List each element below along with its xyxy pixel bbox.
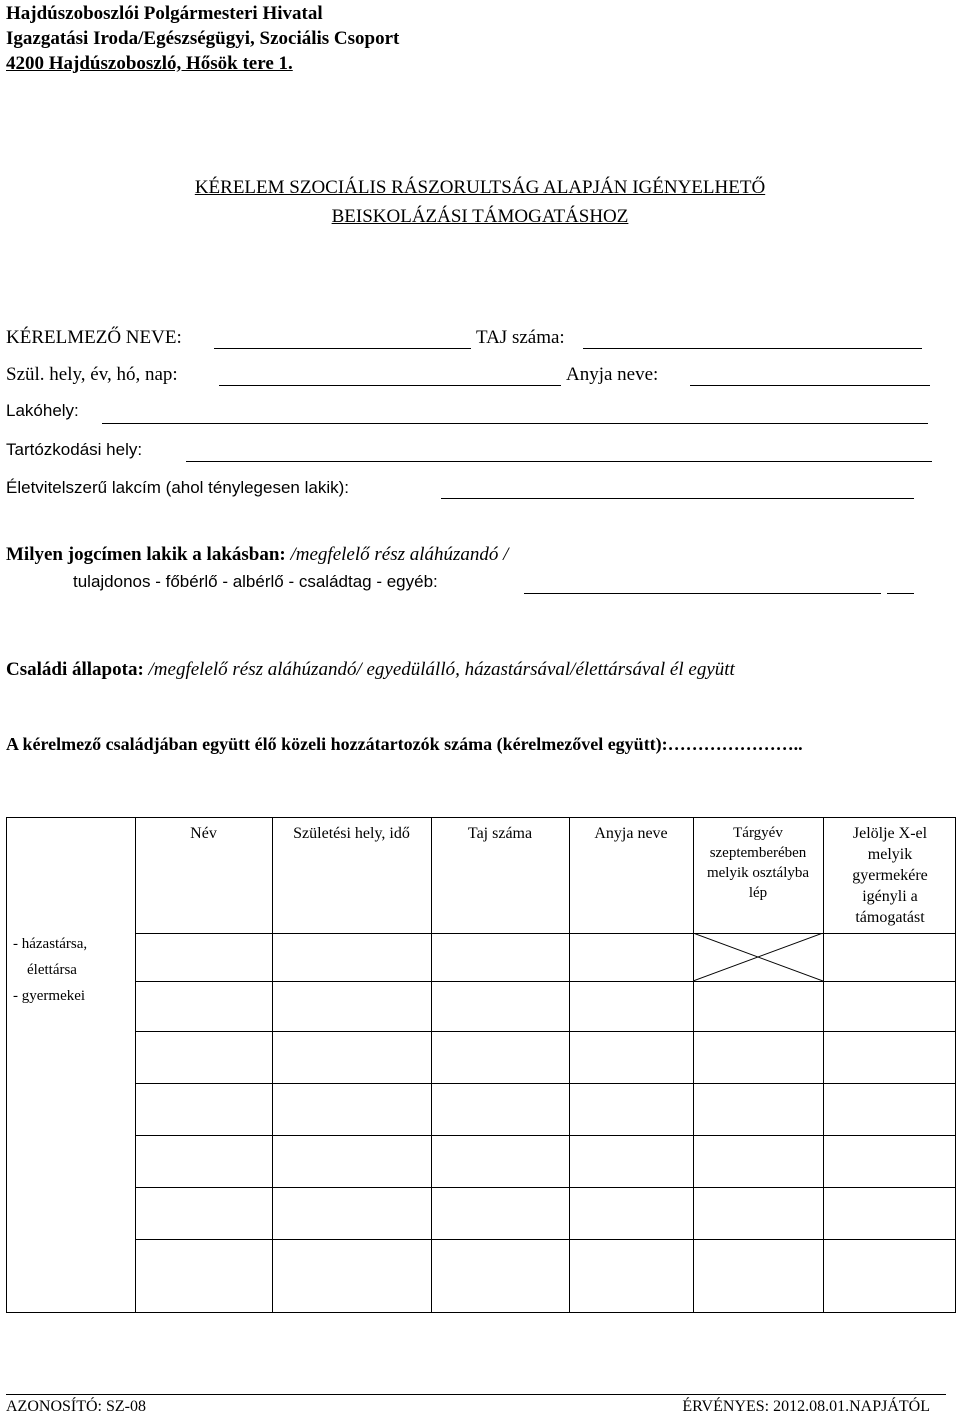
tenure-label bbox=[6, 544, 508, 566]
household-count-label bbox=[6, 734, 803, 755]
household-count-dots[interactable]: ………………….. bbox=[667, 734, 803, 754]
col-header-mark-l2: melyik bbox=[867, 846, 913, 863]
table-row-divider bbox=[135, 1135, 955, 1136]
col-header-grade bbox=[693, 823, 823, 903]
col-header-grade-l1: Tárgyév bbox=[733, 825, 783, 841]
marital-status-options[interactable]: /megfelelő rész aláhúzandó/ egyedülálló, házastársával/élettársával él együtt bbox=[143, 659, 735, 680]
residence-label: Lakóhely: bbox=[6, 401, 79, 420]
col-header-grade-l4: lép bbox=[748, 885, 768, 901]
col-header-birth: Születési hely, idő bbox=[293, 825, 410, 842]
actual-address-label-colon: : bbox=[344, 478, 349, 497]
col-header-grade-l2: szeptemberében bbox=[709, 845, 807, 861]
tenure-question: Milyen jogcímen lakik a lakásban: bbox=[6, 544, 286, 565]
tenure-other-field-end bbox=[887, 593, 914, 594]
table-row-divider bbox=[135, 1187, 955, 1188]
form-title-line2: BEISKOLÁZÁSI TÁMOGATÁSHOZ bbox=[331, 206, 629, 227]
col-header-mark-l3: gyermekére bbox=[852, 867, 928, 884]
col-header-mark-l1: Jelölje X-el bbox=[852, 825, 928, 842]
col-header-taj: Taj száma bbox=[467, 825, 533, 842]
table-col-divider bbox=[431, 818, 432, 1312]
birth-label: Szül. hely, év, hó, nap: bbox=[6, 364, 178, 385]
household-count-text: A kérelmező családjában együtt élő közeli hozzátartozók száma (kérelmezővel együtt): bbox=[6, 734, 668, 754]
table-col-divider bbox=[272, 818, 273, 1312]
footer-rule bbox=[6, 1394, 946, 1395]
marital-status-row bbox=[6, 659, 735, 681]
table-row-divider bbox=[135, 981, 955, 982]
actual-address-field[interactable] bbox=[441, 498, 914, 499]
residence-field[interactable] bbox=[102, 423, 928, 424]
actual-address-label-main: Életvitelszerű lakcím bbox=[6, 478, 161, 497]
table-row-divider bbox=[135, 1031, 955, 1032]
mother-name-field[interactable] bbox=[690, 385, 930, 386]
row-label-children: - gyermekei bbox=[13, 988, 86, 1004]
marital-status-label: Családi állapota: bbox=[6, 659, 144, 680]
applicant-name-field[interactable] bbox=[214, 348, 471, 349]
office-address: 4200 Hajdúszoboszló, Hősök tere 1. bbox=[6, 53, 293, 74]
col-header-mother: Anyja neve bbox=[594, 825, 668, 842]
stay-address-field[interactable] bbox=[186, 461, 932, 462]
office-name: Hajdúszoboszlói Polgármesteri Hivatal bbox=[6, 3, 323, 24]
row-label-spouse: - házastársa, bbox=[13, 936, 88, 952]
col-header-mark-l4: igényli a bbox=[862, 888, 918, 905]
tenure-other-field[interactable] bbox=[524, 593, 881, 594]
office-department: Igazgatási Iroda/Egészségügyi, Szociális Csoport bbox=[6, 28, 400, 49]
actual-address-label bbox=[6, 477, 349, 499]
footer-valid-from: ÉRVÉNYES: 2012.08.01.NAPJÁTÓL bbox=[682, 1398, 930, 1415]
tenure-hint: /megfelelő rész aláhúzandó / bbox=[285, 544, 509, 565]
table-row-divider bbox=[135, 933, 955, 934]
col-header-mark bbox=[823, 823, 957, 928]
stay-address-label: Tartózkodási hely: bbox=[6, 440, 143, 459]
applicant-name-label: KÉRELMEZŐ NEVE: bbox=[6, 327, 182, 348]
household-table bbox=[6, 817, 956, 1313]
birth-field[interactable] bbox=[219, 385, 561, 386]
col-header-name: Név bbox=[190, 825, 217, 842]
col-header-mark-l5: támogatást bbox=[855, 909, 925, 926]
taj-label: TAJ száma: bbox=[476, 327, 565, 348]
table-row-divider bbox=[135, 1239, 955, 1240]
table-col-divider bbox=[569, 818, 570, 1312]
form-title-line1: KÉRELEM SZOCIÁLIS RÁSZORULTSÁG ALAPJÁN IGÉNYELHETŐ bbox=[194, 177, 766, 198]
footer-id: AZONOSÍTÓ: SZ-08 bbox=[6, 1398, 146, 1415]
row-label-partner: élettársa bbox=[27, 962, 77, 978]
taj-field[interactable] bbox=[583, 348, 922, 349]
col-header-grade-l3: melyik osztályba bbox=[706, 865, 810, 881]
mother-name-label: Anyja neve: bbox=[566, 364, 659, 385]
crossed-out-cell bbox=[693, 933, 823, 981]
actual-address-label-hint: (ahol ténylegesen lakik) bbox=[160, 478, 345, 497]
tenure-options[interactable]: tulajdonos - főbérlő - albérlő - családtag - egyéb: bbox=[73, 572, 438, 591]
table-col-divider bbox=[135, 818, 136, 1312]
table-row-divider bbox=[135, 1083, 955, 1084]
